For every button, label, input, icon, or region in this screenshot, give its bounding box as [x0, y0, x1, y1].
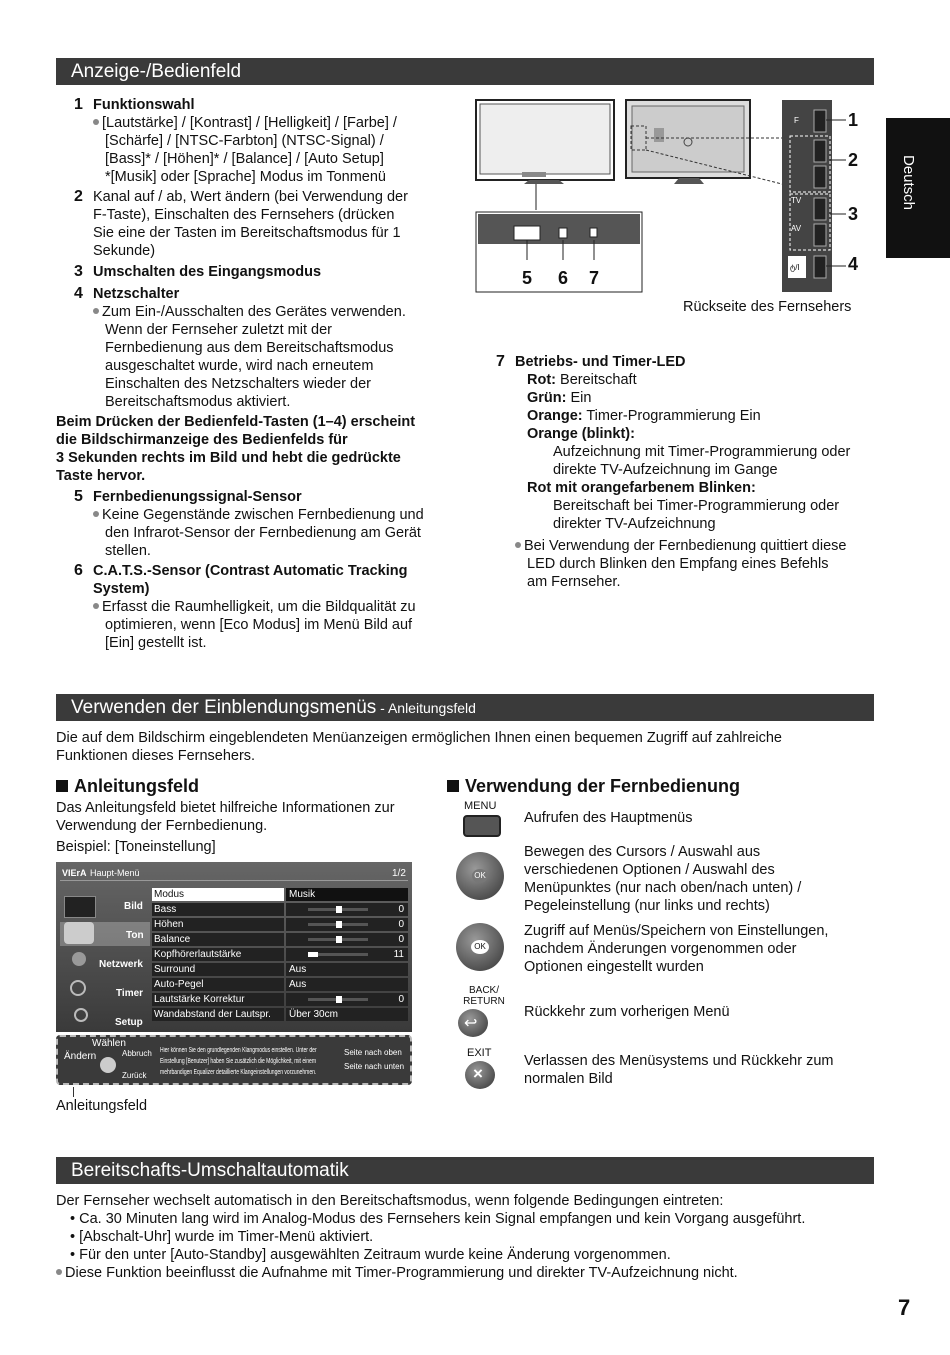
guide-select-label: Wählen — [92, 1038, 126, 1049]
item-bullet: Erfasst die Raumhelligkeit, um die Bildqualität zu optimieren, wenn [Eco Modus] im Menü Bild auf [Ein] gestellt ist. — [93, 598, 416, 652]
page-number: 7 — [898, 1295, 911, 1320]
menu-row[interactable]: Höhen 0 — [150, 918, 408, 931]
guide-page-down: Seite nach unten — [344, 1062, 405, 1071]
menu-category: Ton — [126, 930, 144, 941]
item-number: 1 — [74, 96, 83, 113]
close-icon: × — [473, 1064, 483, 1083]
menu-row[interactable]: Surround Aus — [150, 963, 408, 976]
bullet-icon — [93, 511, 99, 517]
item-bullet: Zum Ein-/Ausschalten des Gerätes verwenden. Wenn der Fernseher zuletzt mit der Fernbedienung aus dem Bereitschaftsmodus ausgeschaltet wurde, wird nach erneutem Einschalten des Netzschalters wieder der Bereitschaftsmodus aktiviert. — [93, 303, 406, 411]
menu-button[interactable] — [463, 815, 501, 837]
menu-button-desc: Aufrufen des Hauptmenüs — [524, 810, 693, 826]
bullet-icon — [56, 1269, 62, 1275]
callout-7: 7 — [589, 268, 600, 288]
led-head: Betriebs- und Timer-LED — [515, 354, 686, 370]
item-number: 4 — [74, 285, 83, 302]
item-number: 5 — [74, 488, 83, 505]
language-tab-label: Deutsch — [900, 155, 917, 211]
callout-4: 4 — [848, 254, 859, 274]
bullet-icon — [93, 603, 99, 609]
item-number: 6 — [74, 562, 83, 579]
menu-row[interactable]: Kopfhörerlautstärke 11 — [150, 948, 408, 961]
menu-category: Setup — [115, 1017, 143, 1028]
bullet-icon — [93, 308, 99, 314]
item-head: Netzschalter — [93, 286, 180, 302]
item-bullet: Keine Gegenstände zwischen Fernbedienung und den Infrarot-Sensor der Fernbedienung am Gerät stellen. — [93, 506, 424, 560]
item-head: C.A.T.S.-Sensor (Contrast Automatic Tracking System) — [93, 563, 408, 597]
item-text: Kanal auf / ab, Wert ändern (bei Verwendung der F-Taste), Einschalten des Fernsehers (drücken Sie eine der Tasten im Bereitschaftsmodus für 1 Sekunde) — [93, 189, 408, 259]
ok-desc: Zugriff auf Menüs/Speichern von Einstellungen, nachdem Änderungen vorgenommen oder Optionen eingestellt wurden — [524, 923, 829, 975]
panel-note: Beim Drücken der Bedienfeld-Tasten (1–4) erscheint die Bildschirmanzeige des Bedienfelds für 3 Sekunden rechts im Bild und hebt die gedrückte Taste hervor. — [56, 414, 416, 484]
subhead-guide-box: Anleitungsfeld — [56, 776, 199, 797]
square-bullet-icon — [56, 780, 68, 792]
panel-av-label: AV — [791, 224, 802, 233]
panel-power-label: ტ/I — [790, 263, 800, 272]
menu-row[interactable]: Balance 0 — [150, 933, 408, 946]
menu-row[interactable]: Bass 0 — [150, 903, 408, 916]
menu-page: 1/2 — [392, 868, 406, 879]
item-head: Umschalten des Eingangsmodus — [93, 264, 322, 280]
guide-box — [56, 1035, 412, 1085]
bullet-icon — [515, 542, 521, 548]
menu-category: Timer — [116, 988, 144, 999]
callout-6: 6 — [558, 268, 569, 288]
menu-row[interactable]: Wandabstand der Lautspr. Über 30cm — [150, 1008, 408, 1021]
section-title-auto-standby: Bereitschafts-Umschaltautomatik — [56, 1157, 874, 1184]
section-title-menus: Verwenden der Einblendungsmenüs - Anleitungsfeld — [56, 694, 874, 721]
menu-row[interactable]: Auto-Pegel Aus — [150, 978, 408, 991]
guide-box-text: Das Anleitungsfeld bietet hilfreiche Informationen zur Verwendung der Fernbedienung. Beispiel: [Toneinstellung] — [56, 800, 395, 855]
tv-rear-illustration — [474, 98, 886, 298]
exit-button-label: EXIT — [467, 1047, 492, 1059]
panel-f-label: F — [794, 116, 799, 125]
guide-cancel-label: Abbruch — [122, 1049, 152, 1058]
subhead-remote: Verwendung der Fernbedienung — [447, 776, 740, 797]
menu-button-label: MENU — [464, 800, 497, 812]
main-menu-screenshot — [56, 862, 412, 1032]
led-bullet: Bei Verwendung der Fernbedienung quittiert diese LED durch Blinken den Empfang eines Befehls am Fernseher. — [515, 537, 846, 591]
callout-2: 2 — [848, 150, 859, 170]
menu-category: Netzwerk — [99, 959, 143, 970]
callout-5: 5 — [522, 268, 533, 288]
ok-center-icon: OK — [472, 869, 488, 883]
guide-help-text: Hier können Sie den grundlegenden Klangmodus einstellen. Unter der Einstellung [Benutzer] haben Sie zusätzlich die Möglichkeit, mit einem mehrbandigen Equalizer detaillierte Klangeinstellungen vorzunehmen. — [160, 1047, 317, 1076]
menu-title: Haupt-Menü — [90, 868, 140, 878]
item-head: Funktionswahl — [93, 97, 195, 113]
figure-caption: Rückseite des Fernsehers — [683, 299, 852, 315]
guide-box-caption: Anleitungsfeld — [56, 1098, 148, 1114]
setup-icon — [74, 1008, 88, 1022]
auto-standby-text: Der Fernseher wechselt automatisch in den Bereitschaftsmodus, wenn folgende Bedingungen eintreten: • Ca. 30 Minuten lang wird im Analog-Modus des Fernsehers kein Signal empfangen und kein Vorgang ausgeführt. • [Abschalt-Uhr] wurde im Timer-Menü aktiviert. • Für den unter [Auto-Standby] ausgewählten Zeitraum wurde keine Änderung vorgenommen. Diese Funktion beeinflusst die Aufnahme mit Timer-Programmierung und direkter TV-Aufzeichnung nicht. — [56, 1193, 806, 1281]
item-head: Fernbedienungssignal-Sensor — [93, 489, 302, 505]
return-arrow-icon: ↩ — [464, 1015, 478, 1032]
network-icon — [72, 952, 86, 966]
language-tab — [886, 118, 950, 258]
callout-1: 1 — [848, 110, 859, 130]
callout-3: 3 — [848, 204, 859, 224]
menu-brand: VIErA — [62, 868, 87, 878]
menu-row[interactable]: Modus Musik — [150, 888, 408, 901]
timer-icon — [70, 980, 86, 996]
menu-category: Bild — [124, 901, 143, 912]
back-desc: Rückkehr zum vorherigen Menü — [524, 1004, 730, 1020]
guide-back-label: Zurück — [122, 1071, 147, 1080]
square-bullet-icon — [447, 780, 459, 792]
panel-tv-label: TV — [791, 196, 802, 205]
ok-button-label: OK — [471, 940, 489, 954]
guide-change-label: Ändern — [64, 1051, 97, 1062]
tv-rear-figure — [474, 98, 886, 298]
section-title-control-panel: Anzeige-/Bedienfeld — [56, 58, 874, 85]
item-number: 3 — [74, 263, 83, 280]
guide-page-up: Seite nach oben — [344, 1048, 402, 1057]
cursor-desc: Bewegen des Cursors / Auswahl aus verschiedenen Optionen / Auswahl des Menüpunktes (nur nach oben/nach unten) / Pegeleinstellung (nur links und rechts) — [524, 844, 802, 914]
menus-intro: Die auf dem Bildschirm eingeblendeten Menüanzeigen ermöglichen Ihnen einen bequemen Zugriff auf zahlreiche Funktionen dieses Fernsehers. — [56, 730, 782, 764]
back-button-label: BACK/ RETURN — [463, 985, 505, 1007]
item-number: 2 — [74, 188, 83, 205]
led-states: Rot: Bereitschaft Grün: Ein Orange: Timer-Programmierung Ein Orange (blinkt): Aufzeichnung mit Timer-Programmierung oder direkte TV-Aufzeichnung im Gange Rot mit orangefarbenem Blinken: Bereitschaft bei Timer-Programmierung oder direkter TV-Aufzeichnung — [527, 372, 851, 532]
exit-desc: Verlassen des Menüsystems und Rückkehr zum normalen Bild — [524, 1053, 834, 1087]
item-bullet: [Lautstärke] / [Kontrast] / [Helligkeit] / [Farbe] / [Schärfe] / [NTSC-Farbton] (NTSC-Signal) / [Bass]* / [Höhen]* / [Balance] / [Auto Setup] *[Musik] oder [Sprache] Modus im Tonmenü — [93, 114, 397, 186]
menu-row[interactable]: Lautstärke Korrektur 0 — [150, 993, 408, 1006]
item-number: 7 — [496, 353, 505, 370]
bullet-icon — [93, 119, 99, 125]
cursor-icon — [100, 1057, 116, 1073]
picture-icon — [64, 896, 96, 918]
